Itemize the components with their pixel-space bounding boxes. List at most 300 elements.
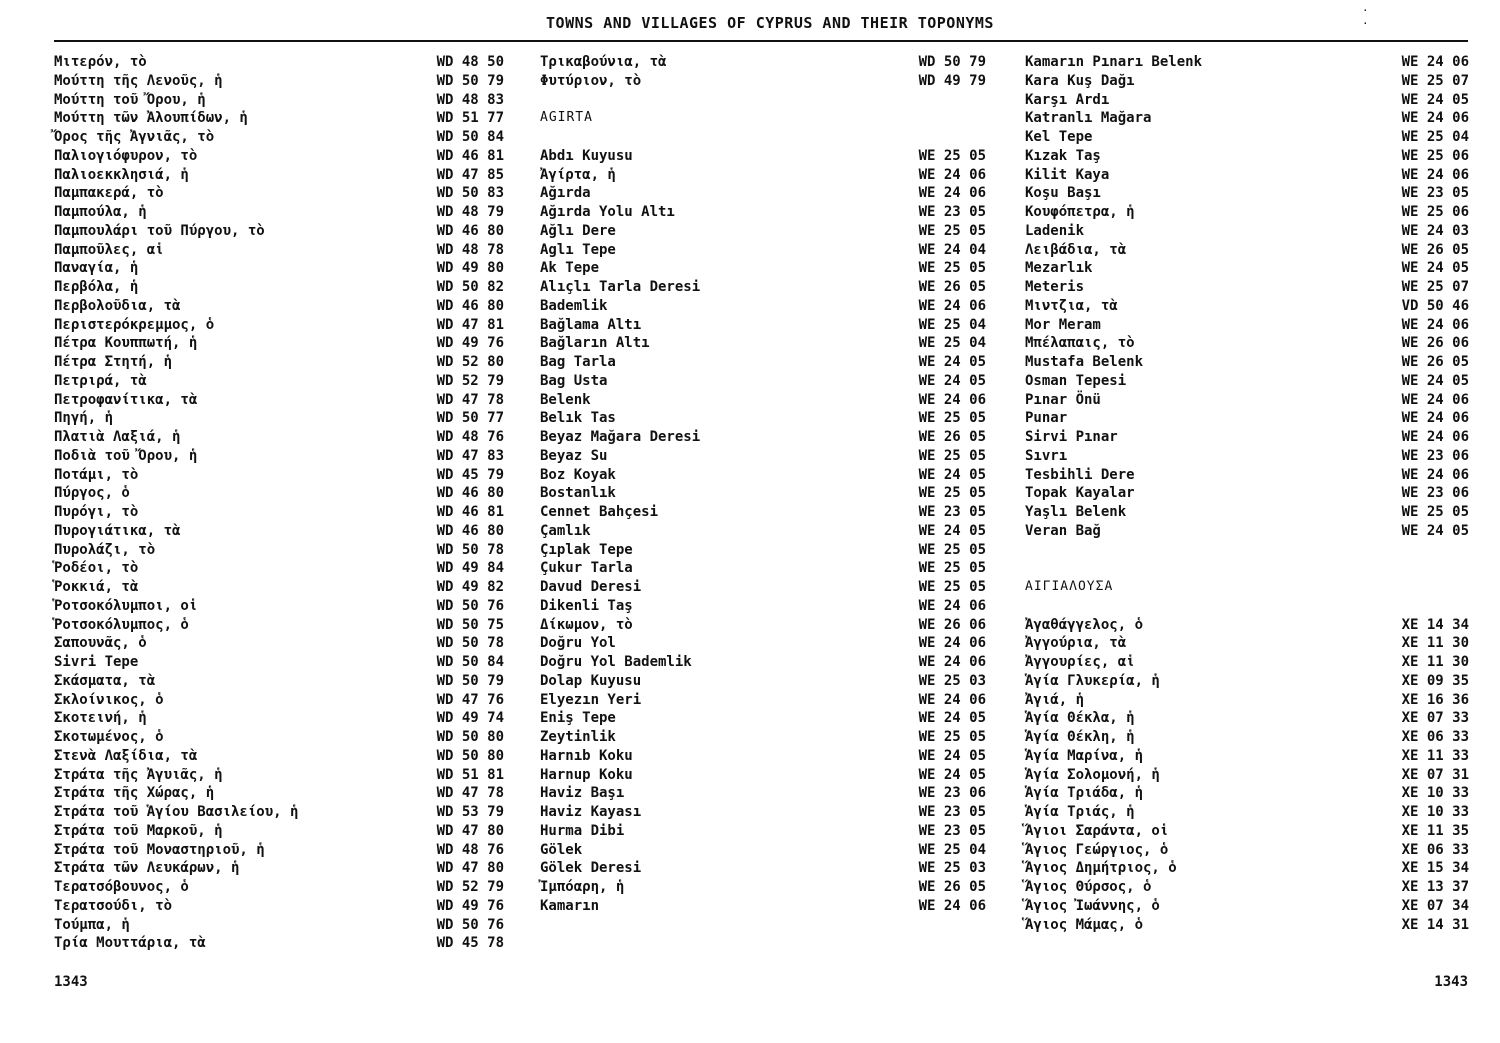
grid-reference: WE 24 05 <box>918 747 986 764</box>
toponym-name: Elyezın Yeri <box>540 691 642 708</box>
toponym-name: Σκάσματα, τὰ <box>54 672 156 689</box>
toponym-name: Πετριρά, τὰ <box>54 372 147 389</box>
toponym-row <box>54 616 504 635</box>
grid-reference: WD 49 82 <box>436 579 504 595</box>
toponym-row <box>1025 841 1469 860</box>
toponym-name: Παναγία, ἡ <box>54 260 139 277</box>
toponym-name: Haviz Kayası <box>540 804 642 820</box>
grid-reference: WE 24 05 <box>1401 91 1469 108</box>
grid-reference: WD 45 79 <box>436 466 504 483</box>
toponym-name: Harnıb Koku <box>540 747 633 764</box>
toponym-name: Topak Kayalar <box>1025 485 1135 502</box>
grid-reference: WD 48 50 <box>436 54 504 70</box>
toponym-row <box>540 409 986 428</box>
toponym-row <box>540 428 986 447</box>
toponym-name: Çamlık <box>540 522 591 539</box>
toponym-row <box>54 184 504 203</box>
toponym-row <box>1025 916 1469 935</box>
grid-reference: WE 24 05 <box>918 766 986 783</box>
toponym-name: Gölek <box>540 841 583 858</box>
grid-reference: WD 51 77 <box>436 110 504 127</box>
toponym-row <box>54 128 504 147</box>
toponym-name: Eniş Tepe <box>540 710 616 727</box>
toponym-name: Meteris <box>1025 279 1085 295</box>
grid-reference: WE 24 06 <box>918 185 986 202</box>
toponym-row <box>540 859 986 878</box>
toponym-row <box>1025 72 1469 91</box>
grid-reference: WE 23 05 <box>918 204 986 220</box>
toponym-name: Ποδιὰ τοῦ Ὄρου, ἡ <box>54 447 198 464</box>
grid-reference: XE 10 33 <box>1401 804 1469 820</box>
toponym-row <box>54 259 504 278</box>
grid-reference: WE 24 05 <box>918 354 986 370</box>
toponym-row <box>540 72 986 91</box>
toponym-name: Ak Tepe <box>540 260 600 277</box>
toponym-row <box>54 578 504 597</box>
toponym-name: Ἀγαθάγγελος, ὁ <box>1025 616 1144 633</box>
grid-reference: WD 50 84 <box>436 654 504 670</box>
grid-reference: WD 46 80 <box>436 222 504 239</box>
grid-reference: XE 13 37 <box>1401 879 1469 895</box>
toponym-name: Bostanlık <box>540 485 616 502</box>
toponym-row <box>540 53 986 72</box>
grid-reference: WD 50 77 <box>436 410 504 427</box>
toponym-name: Ποτάμι, τὸ <box>54 466 139 483</box>
grid-reference: WD 47 80 <box>436 822 504 839</box>
toponym-name: Στράτα τῆς Χώρας, ἡ <box>54 785 215 802</box>
toponym-name: Tesbihli Dere <box>1025 466 1135 483</box>
toponym-row <box>54 316 504 335</box>
toponym-name: Dolap Kuyusu <box>540 672 642 689</box>
toponym-name: Alıçlı Tarla Deresi <box>540 279 701 295</box>
toponym-name: Περβόλα, ἡ <box>54 279 139 295</box>
toponym-row <box>1025 222 1469 241</box>
toponym-name: Ἅγιος Θύρσος, ὁ <box>1025 879 1152 895</box>
column-right <box>1025 53 1469 934</box>
toponym-row <box>54 766 504 785</box>
grid-reference: WD 47 78 <box>436 785 504 802</box>
grid-reference: WD 49 84 <box>436 560 504 577</box>
toponym-row <box>540 316 986 335</box>
toponym-name: Ῥοτσοκόλυμπος, ὁ <box>54 616 189 633</box>
grid-reference: WD 50 76 <box>436 597 504 614</box>
toponym-name: Zeytinlik <box>540 729 616 745</box>
toponym-name: Σκοτεινή, ἡ <box>54 710 147 727</box>
toponym-name: Hurma Dibi <box>540 822 625 839</box>
corner-marks: · · <box>1362 4 1413 30</box>
grid-reference: WE 25 05 <box>918 729 986 745</box>
toponym-name: Περιστερόκρεμμος, ὁ <box>54 316 215 333</box>
page-title: TOWNS AND VILLAGES OF CYPRUS AND THEIR TOPONYMS <box>546 14 994 32</box>
toponym-row <box>540 822 986 841</box>
toponym-name: Çıplak Tepe <box>540 541 633 558</box>
toponym-name: Σκλοίνικος, ὁ <box>54 691 164 708</box>
toponym-name: Haviz Başı <box>540 785 625 802</box>
toponym-row <box>540 503 986 522</box>
toponym-row <box>54 447 504 466</box>
toponym-name: Ἀγγουρίες, αἱ <box>1025 654 1135 670</box>
grid-reference: XE 06 33 <box>1401 729 1469 745</box>
toponym-name: Σκοτωμένος, ὁ <box>54 729 164 745</box>
toponym-row <box>1025 409 1469 428</box>
grid-reference: WD 47 78 <box>436 391 504 408</box>
toponym-name: Cennet Bahçesi <box>540 504 659 520</box>
toponym-name: Παλιογιόφυρον, τὸ <box>54 147 198 164</box>
toponym-row <box>1025 353 1469 372</box>
toponym-name: Πλατιὰ Λαξιά, ἡ <box>54 429 181 445</box>
toponym-name: Πύργος, ὁ <box>54 485 130 502</box>
toponym-row <box>540 878 986 897</box>
toponym-row <box>1025 784 1469 803</box>
toponym-name: Ἁγία Τριάδα, ἡ <box>1025 785 1144 802</box>
toponym-row <box>54 709 504 728</box>
toponym-row <box>540 259 986 278</box>
toponym-name: Πυρολάζι, τὸ <box>54 541 156 558</box>
grid-reference: WD 50 79 <box>436 672 504 689</box>
toponym-name: Ἅγιος Γεώργιος, ὁ <box>1025 841 1169 858</box>
grid-reference: WD 46 81 <box>436 147 504 164</box>
toponym-row <box>1025 803 1469 822</box>
toponym-row <box>54 147 504 166</box>
toponym-row <box>54 897 504 916</box>
grid-reference: VD 50 46 <box>1401 297 1469 314</box>
toponym-name: Abdı Kuyusu <box>540 147 633 164</box>
grid-reference: WE 24 06 <box>918 391 986 408</box>
toponym-name: Ἁγία Θέκλα, ἡ <box>1025 710 1135 727</box>
toponym-row <box>1025 728 1469 747</box>
toponym-row <box>54 916 504 935</box>
toponym-name: Λειβάδια, τὰ <box>1025 241 1127 258</box>
grid-reference: XE 06 33 <box>1401 841 1469 858</box>
grid-reference: WD 49 76 <box>436 897 504 914</box>
grid-reference: WD 46 80 <box>436 297 504 314</box>
grid-reference: WE 23 05 <box>918 822 986 839</box>
grid-reference: WE 24 06 <box>1401 410 1469 427</box>
column-left <box>54 53 504 953</box>
grid-reference: WD 48 83 <box>436 91 504 108</box>
toponym-name: Ağlı Dere <box>540 222 616 239</box>
grid-reference: WE 25 05 <box>918 485 986 502</box>
toponym-name: Τούμπα, ἡ <box>54 916 130 933</box>
grid-reference: WD 52 79 <box>436 372 504 389</box>
grid-reference: WE 24 06 <box>1401 391 1469 408</box>
grid-reference: WE 24 06 <box>1401 54 1469 70</box>
toponym-name: Περβολοῦδια, τὰ <box>54 297 181 314</box>
toponym-name: Στράτα τῆς Ἀγυιᾶς, ἡ <box>54 766 223 783</box>
toponym-row <box>1025 147 1469 166</box>
toponym-row <box>540 372 986 391</box>
toponym-name: Τερατσούδι, τὸ <box>54 897 173 914</box>
grid-reference: WE 23 06 <box>918 785 986 802</box>
toponym-row <box>1025 672 1469 691</box>
toponym-name: Ἅγιος Μάμας, ὁ <box>1025 916 1144 933</box>
toponym-row <box>540 897 986 916</box>
toponym-name: Boz Koyak <box>540 466 616 483</box>
toponym-row <box>54 672 504 691</box>
grid-reference: WE 24 05 <box>918 372 986 389</box>
grid-reference: WE 24 04 <box>918 241 986 258</box>
toponym-name: Μπέλαπαις, τὸ <box>1025 335 1135 352</box>
grid-reference: WD 46 80 <box>436 485 504 502</box>
grid-reference: WE 25 04 <box>918 316 986 333</box>
toponym-name: Πηγή, ἡ <box>54 410 114 427</box>
grid-reference: WE 25 07 <box>1401 279 1469 295</box>
grid-reference: XE 14 31 <box>1401 916 1469 933</box>
grid-reference: WE 24 06 <box>1401 429 1469 445</box>
toponym-row <box>540 803 986 822</box>
grid-reference: WE 24 06 <box>918 597 986 614</box>
toponym-row <box>1025 634 1469 653</box>
grid-reference: WE 25 05 <box>918 579 986 595</box>
grid-reference: WD 50 79 <box>918 54 986 70</box>
grid-reference: WD 47 83 <box>436 447 504 464</box>
toponym-row <box>1025 484 1469 503</box>
toponym-name: Πετροφανίτικα, τὰ <box>54 391 198 408</box>
section-heading-aigialousa: ΑΙΓΙΑΛΟΥΣΑ <box>1025 579 1114 594</box>
toponym-name: Ἅγιος Δημήτριος, ὁ <box>1025 860 1177 877</box>
grid-reference: XE 07 31 <box>1401 766 1469 783</box>
toponym-name: Sivri Tepe <box>54 654 139 670</box>
toponym-row <box>1025 128 1469 147</box>
toponym-name: Ἁγία Μαρίνα, ἡ <box>1025 747 1144 764</box>
grid-reference: WD 48 76 <box>436 841 504 858</box>
toponym-row <box>540 616 986 635</box>
toponym-name: Koşu Başı <box>1025 185 1101 202</box>
grid-reference: WE 24 05 <box>1401 372 1469 389</box>
grid-reference: XE 07 33 <box>1401 710 1469 727</box>
toponym-name: Punar <box>1025 410 1068 427</box>
toponym-name: Karşı Ardı <box>1025 91 1110 108</box>
toponym-row <box>54 297 504 316</box>
grid-reference: WE 23 05 <box>918 504 986 520</box>
toponym-row <box>1025 203 1469 222</box>
toponym-name: Bağların Altı <box>540 335 650 352</box>
grid-reference: WD 50 78 <box>436 635 504 652</box>
toponym-row <box>54 878 504 897</box>
toponym-name: Osman Tepesi <box>1025 372 1127 389</box>
toponym-name: Στράτα τοῦ Μαρκοῦ, ἡ <box>54 822 223 839</box>
toponym-row <box>1025 466 1469 485</box>
toponym-name: Πυρόγι, τὸ <box>54 504 139 520</box>
grid-reference: WD 46 80 <box>436 522 504 539</box>
toponym-row <box>540 278 986 297</box>
toponym-name: Bag Tarla <box>540 354 616 370</box>
toponym-row <box>540 391 986 410</box>
grid-reference: WE 23 06 <box>1401 447 1469 464</box>
grid-reference: WD 47 85 <box>436 166 504 183</box>
toponym-row <box>54 484 504 503</box>
grid-reference: WE 26 05 <box>918 279 986 295</box>
grid-reference: WE 25 07 <box>1401 72 1469 89</box>
toponym-row <box>1025 503 1469 522</box>
toponym-name: Μούττη τοῦ Ὄρου, ἡ <box>54 91 206 108</box>
toponym-name: Ἅγιος Ἰωάννης, ὁ <box>1025 897 1160 914</box>
toponym-row <box>1025 334 1469 353</box>
grid-reference: WE 25 05 <box>918 541 986 558</box>
header-rule <box>54 40 1468 42</box>
toponym-row <box>1025 166 1469 185</box>
toponym-row <box>540 784 986 803</box>
toponym-name: Ἁγία Γλυκερία, ἡ <box>1025 672 1160 689</box>
toponym-row <box>1025 259 1469 278</box>
toponym-name: Doğru Yol <box>540 635 616 652</box>
grid-reference: WE 24 05 <box>918 522 986 539</box>
grid-reference: WD 51 81 <box>436 766 504 783</box>
grid-reference: XE 09 35 <box>1401 672 1469 689</box>
toponym-row <box>1025 522 1469 541</box>
toponym-name: Πέτρα Στητή, ἡ <box>54 354 173 370</box>
toponym-row <box>54 353 504 372</box>
toponym-row <box>540 559 986 578</box>
toponym-name: Pınar Önü <box>1025 391 1101 408</box>
grid-reference: WD 50 80 <box>436 729 504 745</box>
grid-reference: WE 24 06 <box>918 297 986 314</box>
toponym-row <box>540 653 986 672</box>
toponym-name: Παμπούλα, ἡ <box>54 204 147 220</box>
grid-reference: WE 25 05 <box>1401 504 1469 520</box>
toponym-row <box>54 53 504 72</box>
toponym-name: Mustafa Belenk <box>1025 354 1144 370</box>
toponym-name: Ἀγίρτα, ἡ <box>540 166 616 183</box>
grid-reference: WE 24 05 <box>1401 522 1469 539</box>
grid-reference: WE 24 06 <box>918 635 986 652</box>
toponym-name: Beyaz Mağara Deresi <box>540 429 701 445</box>
toponym-row <box>540 147 986 166</box>
grid-reference: WE 24 06 <box>1401 316 1469 333</box>
toponym-row <box>1025 897 1469 916</box>
toponym-name: Mezarlık <box>1025 260 1093 277</box>
toponym-name: Ağırda <box>540 185 591 202</box>
toponym-row <box>1025 316 1469 335</box>
toponym-name: Μούττη τῆς Λενοῦς, ἡ <box>54 72 223 89</box>
toponym-row <box>1025 278 1469 297</box>
toponym-name: Mor Meram <box>1025 316 1101 333</box>
toponym-name: Veran Bağ <box>1025 522 1101 539</box>
toponym-row <box>1025 878 1469 897</box>
toponym-name: Ladenik <box>1025 222 1085 239</box>
grid-reference: XE 10 33 <box>1401 785 1469 802</box>
toponym-row <box>540 747 986 766</box>
toponym-row <box>540 672 986 691</box>
toponym-row <box>54 653 504 672</box>
toponym-row <box>540 634 986 653</box>
toponym-row <box>540 297 986 316</box>
grid-reference: XE 11 30 <box>1401 635 1469 652</box>
grid-reference: XE 11 33 <box>1401 747 1469 764</box>
grid-reference: WE 25 06 <box>1401 147 1469 164</box>
toponym-name: Δίκωμον, τὸ <box>540 616 633 633</box>
toponym-name: Μιντζια, τὰ <box>1025 297 1118 314</box>
toponym-name: Ἅγιοι Σαράντα, οἱ <box>1025 822 1169 839</box>
grid-reference: WE 25 04 <box>918 335 986 352</box>
toponym-name: Kilit Kaya <box>1025 166 1110 183</box>
grid-reference: WD 48 79 <box>436 204 504 220</box>
grid-reference: WE 26 06 <box>918 616 986 633</box>
section-heading-agirta: AGIRTA <box>540 110 593 126</box>
grid-reference: WD 47 81 <box>436 316 504 333</box>
toponym-row <box>54 541 504 560</box>
toponym-name: Σαπουνᾶς, ὁ <box>54 635 147 652</box>
grid-reference: WE 25 06 <box>1401 204 1469 220</box>
toponym-row <box>1025 428 1469 447</box>
toponym-name: Bademlik <box>540 297 608 314</box>
toponym-name: Φυτύριον, τὸ <box>540 72 642 89</box>
toponym-row <box>540 691 986 710</box>
grid-reference: WE 25 05 <box>918 260 986 277</box>
grid-reference: XE 16 36 <box>1401 691 1469 708</box>
toponym-name: Beyaz Su <box>540 447 608 464</box>
toponym-name: Kızak Taş <box>1025 147 1101 164</box>
grid-reference: WE 23 06 <box>1401 485 1469 502</box>
grid-reference: WE 25 04 <box>1401 129 1469 145</box>
toponym-name: Ἀγγούρια, τὰ <box>1025 635 1127 652</box>
grid-reference: WE 24 06 <box>918 691 986 708</box>
toponym-row <box>540 484 986 503</box>
toponym-row <box>1025 747 1469 766</box>
grid-reference: WE 24 05 <box>918 466 986 483</box>
toponym-row <box>54 597 504 616</box>
toponym-row <box>540 841 986 860</box>
toponym-name: Στενὰ Λαξίδια, τὰ <box>54 747 198 764</box>
toponym-name: Στράτα τοῦ Ἁγίου Βασιλείου, ἡ <box>54 804 299 820</box>
grid-reference: WD 50 76 <box>436 916 504 933</box>
grid-reference: WE 25 03 <box>918 672 986 689</box>
grid-reference: WE 26 05 <box>918 879 986 895</box>
toponym-row <box>1025 766 1469 785</box>
toponym-name: Ῥοδέοι, τὸ <box>54 560 139 577</box>
toponym-row <box>540 466 986 485</box>
toponym-row <box>54 166 504 185</box>
grid-reference: WE 24 05 <box>918 710 986 727</box>
toponym-row <box>1025 184 1469 203</box>
toponym-row <box>54 409 504 428</box>
grid-reference: WD 46 81 <box>436 504 504 520</box>
grid-reference: WD 50 79 <box>436 72 504 89</box>
toponym-name: Παλιοεκκλησιά, ἡ <box>54 166 189 183</box>
toponym-row <box>1025 859 1469 878</box>
toponym-row <box>1025 53 1469 72</box>
toponym-name: Παμπουλάρι τοῦ Πύργου, τὸ <box>54 222 265 239</box>
toponym-row <box>54 691 504 710</box>
toponym-name: Sirvi Pınar <box>1025 429 1118 445</box>
toponym-name: Yaşlı Belenk <box>1025 504 1127 520</box>
grid-reference: WD 45 78 <box>436 935 504 952</box>
toponym-name: Τρία Μουττάρια, τὰ <box>54 935 206 952</box>
grid-reference: XE 14 34 <box>1401 616 1469 633</box>
toponym-name: Ἀγιά, ἡ <box>1025 691 1085 708</box>
toponym-row <box>540 728 986 747</box>
grid-reference: XE 07 34 <box>1401 897 1469 914</box>
toponym-name: Ῥοτσοκόλυμποι, οἱ <box>54 597 198 614</box>
grid-reference: WE 25 05 <box>918 447 986 464</box>
grid-reference: WD 50 82 <box>436 279 504 295</box>
grid-reference: WE 25 03 <box>918 860 986 877</box>
toponym-name: Πέτρα Κουππωτή, ἡ <box>54 335 198 352</box>
toponym-name: Στράτα τῶν Λευκάρων, ἡ <box>54 860 240 877</box>
toponym-name: Belenk <box>540 391 591 408</box>
toponym-row <box>1025 616 1469 635</box>
grid-reference: WD 52 80 <box>436 354 504 370</box>
toponym-row <box>1025 91 1469 110</box>
toponym-row <box>1025 691 1469 710</box>
grid-reference: XE 15 34 <box>1401 860 1469 877</box>
grid-reference: WD 50 80 <box>436 747 504 764</box>
toponym-row <box>540 447 986 466</box>
toponym-row <box>54 728 504 747</box>
toponym-name: Belık Tas <box>540 410 616 427</box>
grid-reference: WE 26 05 <box>1401 241 1469 258</box>
toponym-row <box>540 522 986 541</box>
